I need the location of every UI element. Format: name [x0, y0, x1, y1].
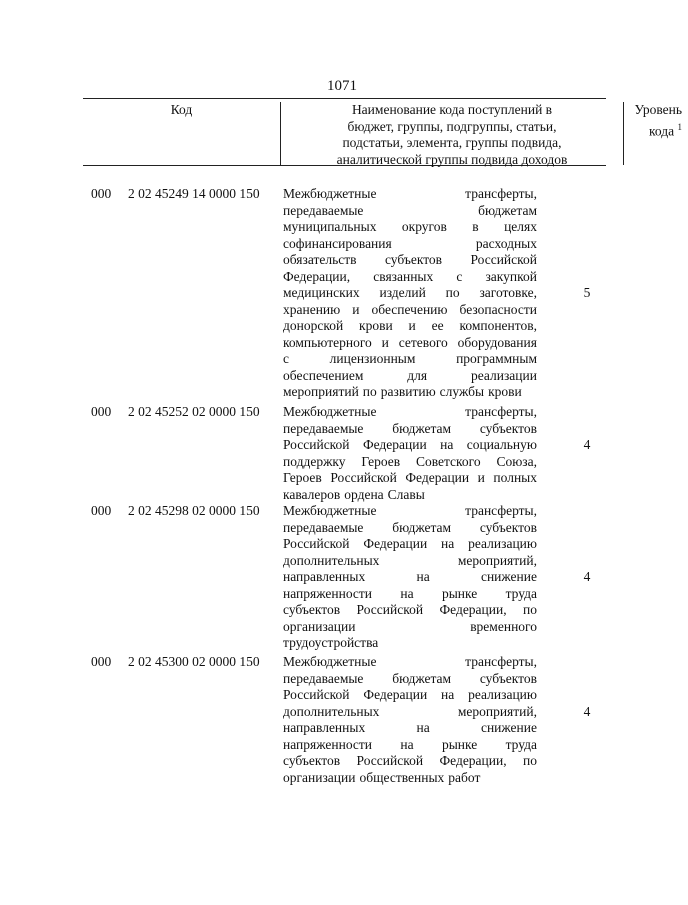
row-name-line: передаваемые бюджетам субъектов: [283, 519, 537, 535]
header-code: [83, 99, 280, 165]
row-name-line: поддержку Героев Советского Союза,: [283, 453, 537, 469]
row-level: 4: [583, 569, 591, 584]
row-name-line: софинансирования расходных: [283, 235, 537, 251]
row-name: [283, 503, 537, 652]
row-name-line: направленных на снижение: [283, 569, 537, 584]
row-name-line: Межбюджетные трансферты,: [283, 654, 537, 669]
row-name-line: дополнительных мероприятий,: [283, 552, 537, 568]
row-name-line: передаваемые бюджетам субъектов: [283, 420, 537, 436]
row-name-line: Межбюджетные трансферты,: [283, 503, 537, 518]
row-name-line: напряженности на рынке труда: [283, 736, 537, 752]
header-level-kod: кода: [649, 123, 675, 138]
header-name-line: подстатьи, элемента, группы подвида,: [342, 135, 562, 150]
row-name-line: с лицензионным программным: [283, 351, 537, 366]
table-row: [83, 503, 606, 652]
row-name-line: Героев Российской Федерации и полных: [283, 470, 537, 485]
row-name-line: организации общественных работ: [283, 769, 481, 785]
header-name-line: бюджет, группы, подгруппы, статьи,: [347, 118, 557, 134]
row-code: 2 02 45252 02 0000 150: [128, 404, 260, 419]
row-name-line: дополнительных мероприятий,: [283, 703, 537, 719]
row-name-line: Федерации, связанных с закупкой: [283, 268, 537, 284]
row-level: 5: [583, 285, 591, 300]
row-name: [283, 186, 537, 401]
row-name-line: напряженности на рынке труда: [283, 585, 537, 601]
row-name-line: обеспечением для реализации: [283, 367, 537, 383]
footnote-marker: 1: [677, 121, 682, 132]
row-name-line: Российской Федерации на социальную: [283, 437, 537, 452]
row-name-line: донорской крови и ее компонентов,: [283, 318, 537, 333]
row-name: [283, 404, 537, 503]
row-name-line: передаваемые бюджетам: [283, 202, 537, 218]
table-row: [83, 404, 606, 503]
header-name-line: аналитической группы подвида доходов: [336, 151, 568, 167]
row-name-line: трудоустройства: [283, 635, 379, 650]
row-name-line: кавалеров ордена Славы: [283, 486, 425, 502]
row-code: 2 02 45300 02 0000 150: [128, 654, 260, 669]
row-name-line: Российской Федерации на реализацию: [283, 687, 537, 702]
row-code: 2 02 45249 14 0000 150: [128, 186, 260, 201]
row-name-line: передаваемые бюджетам субъектов: [283, 670, 537, 686]
row-name-line: Российской Федерации на реализацию: [283, 536, 537, 551]
row-prefix: 000: [91, 654, 112, 669]
row-prefix: 000: [91, 503, 112, 518]
row-code: 2 02 45298 02 0000 150: [128, 503, 260, 518]
row-name-line: муниципальных округов в целях: [283, 219, 537, 234]
row-prefix: 000: [91, 404, 112, 419]
row-prefix: 000: [91, 186, 112, 201]
row-name-line: направленных на снижение: [283, 720, 537, 735]
row-name-line: компьютерного и сетевого оборудования: [283, 334, 537, 350]
row-name-line: медицинских изделий по заготовке,: [283, 285, 537, 300]
row-name-line: мероприятий по развитию службы крови: [283, 384, 522, 399]
row-name-line: Межбюджетные трансферты,: [283, 404, 537, 419]
row-name-line: Межбюджетные трансферты,: [283, 186, 537, 201]
header-name-line: Наименование кода поступлений в: [351, 102, 553, 117]
row-name-line: субъектов Российской Федерации, по: [283, 753, 537, 768]
row-name-line: организации временного: [283, 618, 537, 634]
row-level: 4: [583, 703, 591, 719]
table-row: [83, 186, 606, 401]
row-name-line: хранению и обеспечению безопасности: [283, 301, 537, 317]
header-level-line1: Уровень: [634, 102, 682, 117]
header-name: [280, 102, 624, 165]
header-level-line2: [622, 119, 682, 140]
row-name-line: субъектов Российской Федерации, по: [283, 602, 537, 617]
table-row: [83, 654, 606, 786]
page-number: 1071: [327, 78, 357, 94]
table-header: [83, 98, 682, 167]
row-level: 4: [583, 437, 591, 452]
header-level: [622, 102, 688, 168]
row-name-line: обязательств субъектов Российской: [283, 252, 537, 267]
row-name: [283, 654, 537, 786]
header-code-label: Код: [170, 102, 193, 117]
